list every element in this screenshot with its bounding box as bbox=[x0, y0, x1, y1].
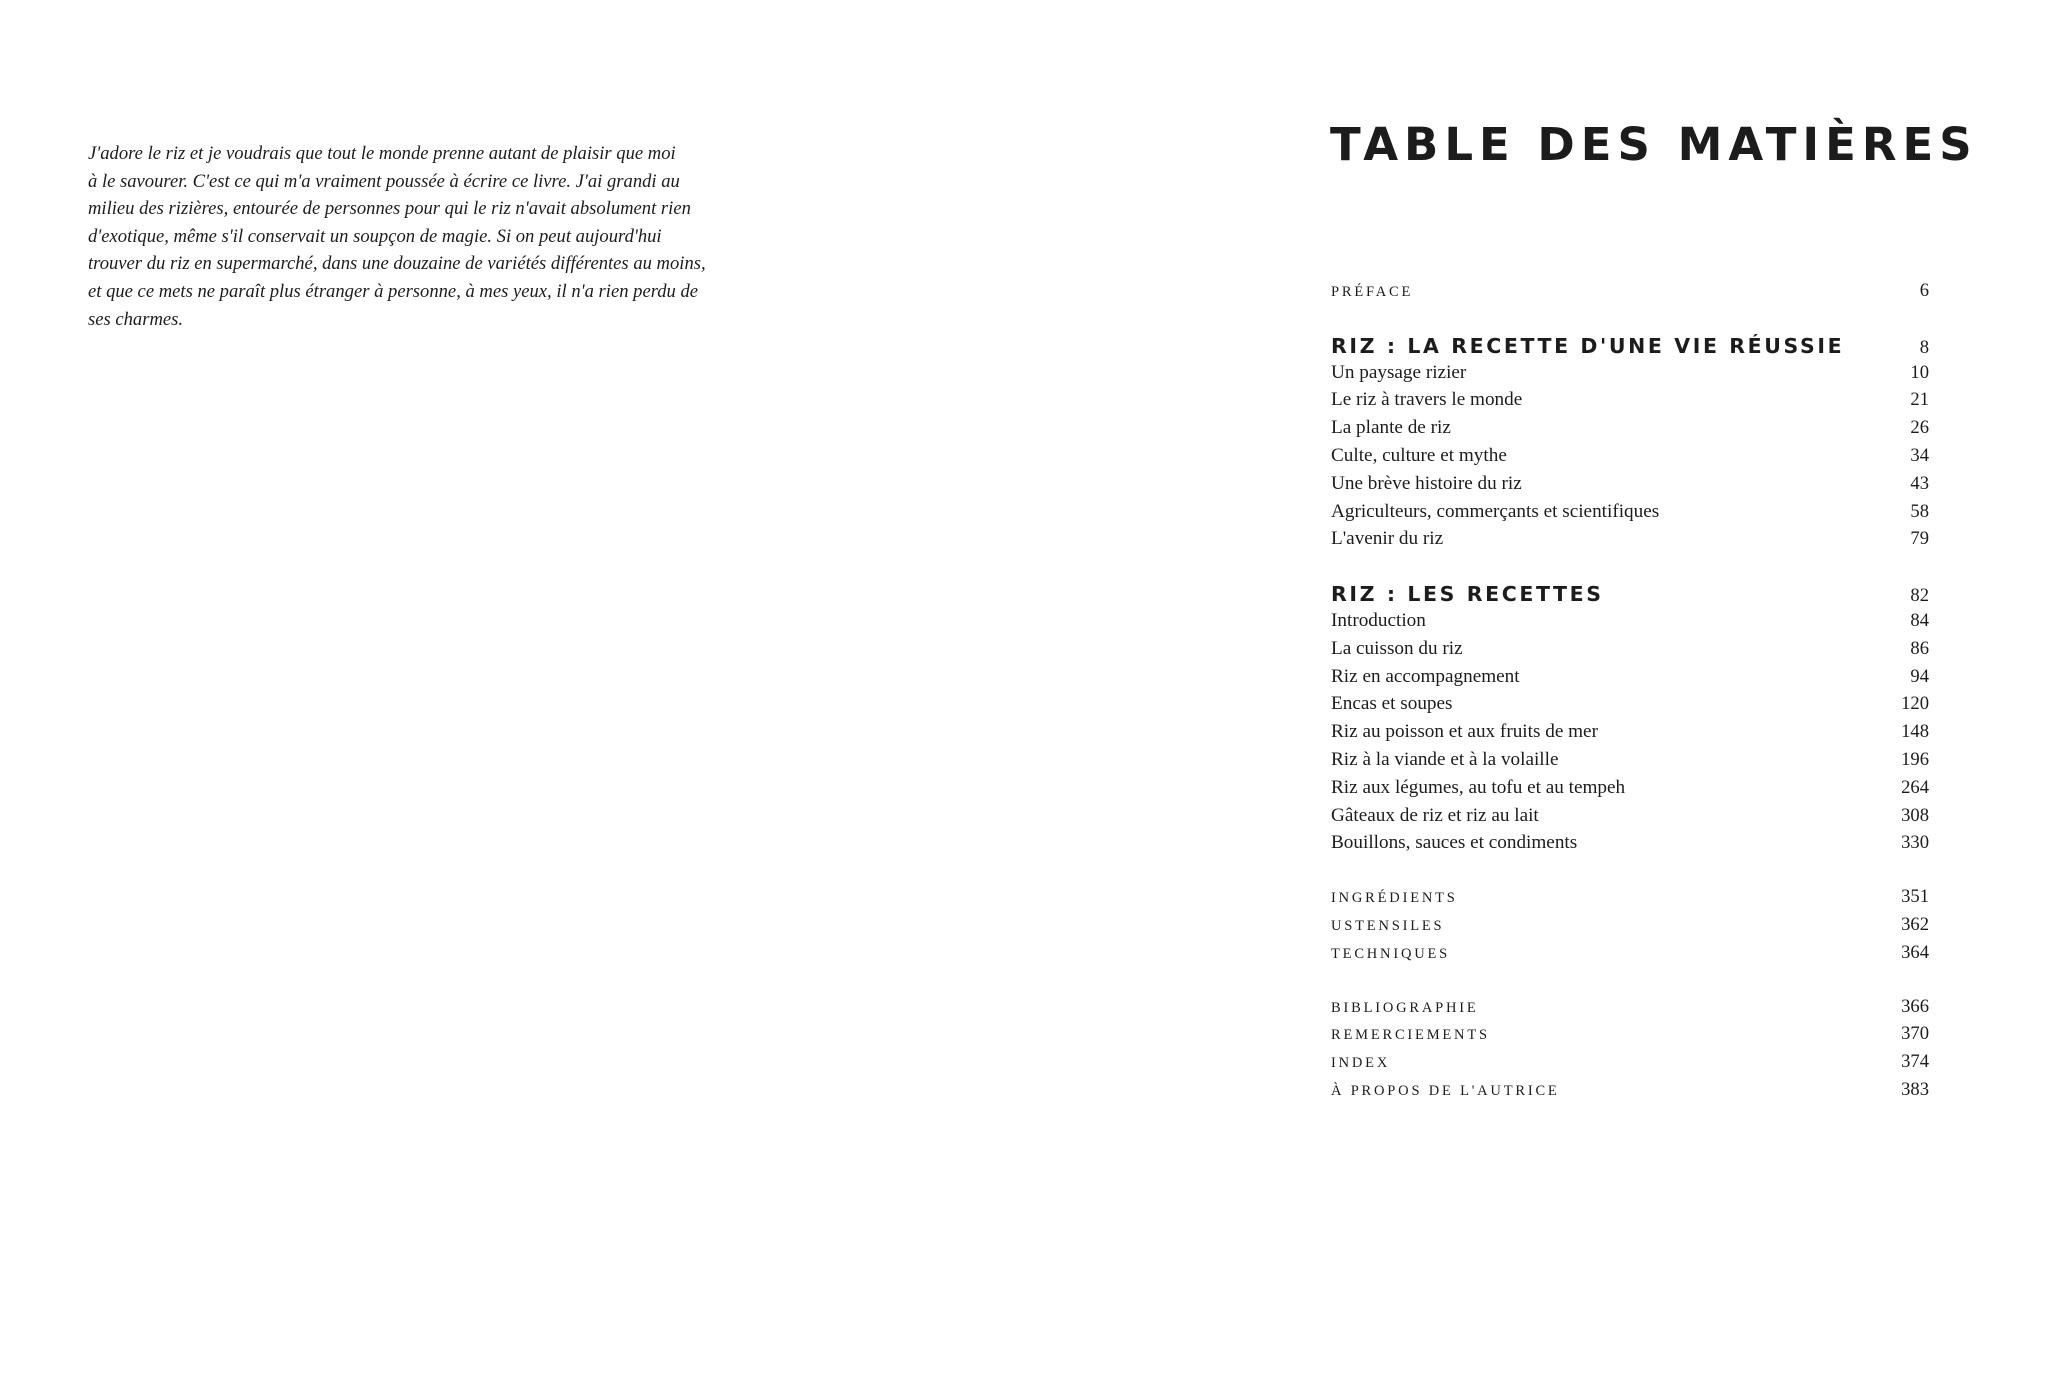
toc-entry-page: 196 bbox=[1901, 748, 1929, 770]
toc-entry-label: Riz en accompagnement bbox=[1331, 665, 1520, 687]
toc-entry-page: 58 bbox=[1910, 500, 1929, 522]
toc-entry-label: Introduction bbox=[1331, 609, 1426, 631]
toc-entry-label: INDEX bbox=[1331, 1055, 1391, 1072]
toc-entry-label: Un paysage rizier bbox=[1331, 361, 1467, 383]
toc-entry-page: 370 bbox=[1901, 1023, 1929, 1045]
toc-group-backmatter bbox=[1331, 996, 1929, 1107]
toc-entry-label: TECHNIQUES bbox=[1331, 945, 1451, 962]
toc-title: TABLE DES MATIÈRES bbox=[1330, 118, 1978, 171]
toc-entry-label: INGRÉDIENTS bbox=[1331, 890, 1458, 907]
toc-entry-label: Riz au poisson et aux fruits de mer bbox=[1331, 721, 1598, 743]
toc-entry-label: Le riz à travers le monde bbox=[1331, 389, 1523, 411]
toc-entry-about-author[interactable] bbox=[1331, 1079, 1929, 1107]
table-of-contents bbox=[1331, 280, 1929, 1133]
toc-entry-label: USTENSILES bbox=[1331, 917, 1445, 934]
epigraph-line: d'exotique, même s'il conservait un soupçon de magie. Si on peut aujourd'hui bbox=[88, 225, 662, 247]
toc-entry-label: REMERCIEMENTS bbox=[1331, 1027, 1490, 1044]
toc-entry-page: 308 bbox=[1901, 804, 1929, 826]
toc-entry[interactable] bbox=[1331, 832, 1929, 860]
toc-entry-page: 120 bbox=[1901, 693, 1929, 715]
epigraph-line: et que ce mets ne paraît plus étranger à personne, à mes yeux, il n'a rien perdu de bbox=[88, 280, 699, 302]
toc-entry-page: 383 bbox=[1901, 1078, 1929, 1100]
toc-entry-page: 366 bbox=[1901, 995, 1929, 1017]
toc-chapter-label: RIZ : LES RECETTES bbox=[1331, 582, 1604, 607]
toc-entry-label: Riz aux légumes, au tofu et au tempeh bbox=[1331, 776, 1626, 798]
toc-entry-page: 26 bbox=[1910, 417, 1929, 439]
toc-group-part1 bbox=[1331, 334, 1929, 556]
toc-entry-page: 362 bbox=[1901, 913, 1929, 935]
toc-entry-page: 84 bbox=[1910, 609, 1929, 631]
toc-entry-preface[interactable] bbox=[1331, 280, 1929, 308]
toc-entry-label: Culte, culture et mythe bbox=[1331, 444, 1507, 466]
toc-chapter-page: 8 bbox=[1919, 336, 1929, 358]
epigraph-line: à le savourer. C'est ce qui m'a vraiment poussée à écrire ce livre. J'ai grandi au bbox=[88, 170, 680, 192]
toc-entry[interactable] bbox=[1331, 805, 1929, 833]
toc-entry-page: 364 bbox=[1901, 941, 1929, 963]
epigraph-paragraph bbox=[88, 140, 768, 333]
toc-entry-bibliography[interactable] bbox=[1331, 996, 1929, 1024]
toc-group-part2 bbox=[1331, 582, 1929, 860]
toc-entry[interactable] bbox=[1331, 693, 1929, 721]
toc-entry-page: 374 bbox=[1901, 1051, 1929, 1073]
epigraph-line: J'adore le riz et je voudrais que tout le monde prenne autant de plaisir que moi bbox=[88, 143, 676, 164]
toc-entry-page: 79 bbox=[1910, 528, 1929, 550]
toc-entry[interactable] bbox=[1331, 473, 1929, 501]
toc-entry-label: BIBLIOGRAPHIE bbox=[1331, 999, 1479, 1016]
toc-entry[interactable] bbox=[1331, 528, 1929, 556]
toc-entry-label: Bouillons, sauces et condiments bbox=[1331, 832, 1578, 854]
toc-entry[interactable] bbox=[1331, 749, 1929, 777]
toc-entry-index[interactable] bbox=[1331, 1051, 1929, 1079]
toc-entry-ingredients[interactable] bbox=[1331, 886, 1929, 914]
toc-entry[interactable] bbox=[1331, 638, 1929, 666]
toc-entry-page: 34 bbox=[1910, 444, 1929, 466]
toc-chapter-page: 82 bbox=[1910, 585, 1929, 607]
toc-entry-page: 10 bbox=[1910, 361, 1929, 383]
toc-entry-page: 351 bbox=[1901, 886, 1929, 908]
toc-entry-label: La plante de riz bbox=[1331, 417, 1451, 439]
toc-entry-label: Encas et soupes bbox=[1331, 693, 1453, 715]
toc-entry-page: 148 bbox=[1901, 721, 1929, 743]
toc-entry[interactable] bbox=[1331, 389, 1929, 417]
epigraph-line: ses charmes. bbox=[88, 308, 184, 330]
toc-entry-page: 43 bbox=[1910, 472, 1929, 494]
toc-entry-page: 330 bbox=[1901, 832, 1929, 854]
toc-entry-acknowledgements[interactable] bbox=[1331, 1023, 1929, 1051]
toc-entry-page: 6 bbox=[1919, 280, 1929, 301]
toc-entry[interactable] bbox=[1331, 777, 1929, 805]
toc-entry-page: 21 bbox=[1910, 389, 1929, 411]
toc-group-reference bbox=[1331, 886, 1929, 969]
toc-entry[interactable] bbox=[1331, 610, 1929, 638]
toc-entry-label: À PROPOS DE L'AUTRICE bbox=[1331, 1082, 1560, 1099]
toc-entry[interactable] bbox=[1331, 501, 1929, 529]
toc-entry[interactable] bbox=[1331, 721, 1929, 749]
toc-entry-label: Riz à la viande et à la volaille bbox=[1331, 748, 1559, 770]
toc-entry-utensils[interactable] bbox=[1331, 914, 1929, 942]
toc-entry-label: Une brève histoire du riz bbox=[1331, 472, 1522, 494]
toc-chapter-label: RIZ : LA RECETTE D'UNE VIE RÉUSSIE bbox=[1331, 333, 1845, 358]
toc-entry-label: PRÉFACE bbox=[1331, 284, 1414, 300]
toc-entry-label: La cuisson du riz bbox=[1331, 637, 1463, 659]
toc-entry-label: L'avenir du riz bbox=[1331, 528, 1444, 550]
toc-entry[interactable] bbox=[1331, 666, 1929, 694]
epigraph-line: milieu des rizières, entourée de personnes pour qui le riz n'avait absolument rien bbox=[88, 198, 691, 220]
toc-chapter-heading[interactable] bbox=[1331, 334, 1929, 362]
toc-entry[interactable] bbox=[1331, 362, 1929, 390]
epigraph-line: trouver du riz en supermarché, dans une douzaine de variétés différentes au moins, bbox=[88, 253, 706, 275]
toc-group-preface bbox=[1331, 280, 1929, 308]
toc-entry-techniques[interactable] bbox=[1331, 942, 1929, 970]
toc-entry-page: 94 bbox=[1910, 665, 1929, 687]
toc-entry-page: 86 bbox=[1910, 637, 1929, 659]
toc-entry[interactable] bbox=[1331, 445, 1929, 473]
toc-entry-label: Agriculteurs, commerçants et scientifiques bbox=[1331, 500, 1660, 522]
toc-chapter-heading[interactable] bbox=[1331, 582, 1929, 610]
toc-entry-page: 264 bbox=[1901, 776, 1929, 798]
toc-entry[interactable] bbox=[1331, 417, 1929, 445]
toc-entry-label: Gâteaux de riz et riz au lait bbox=[1331, 804, 1539, 826]
